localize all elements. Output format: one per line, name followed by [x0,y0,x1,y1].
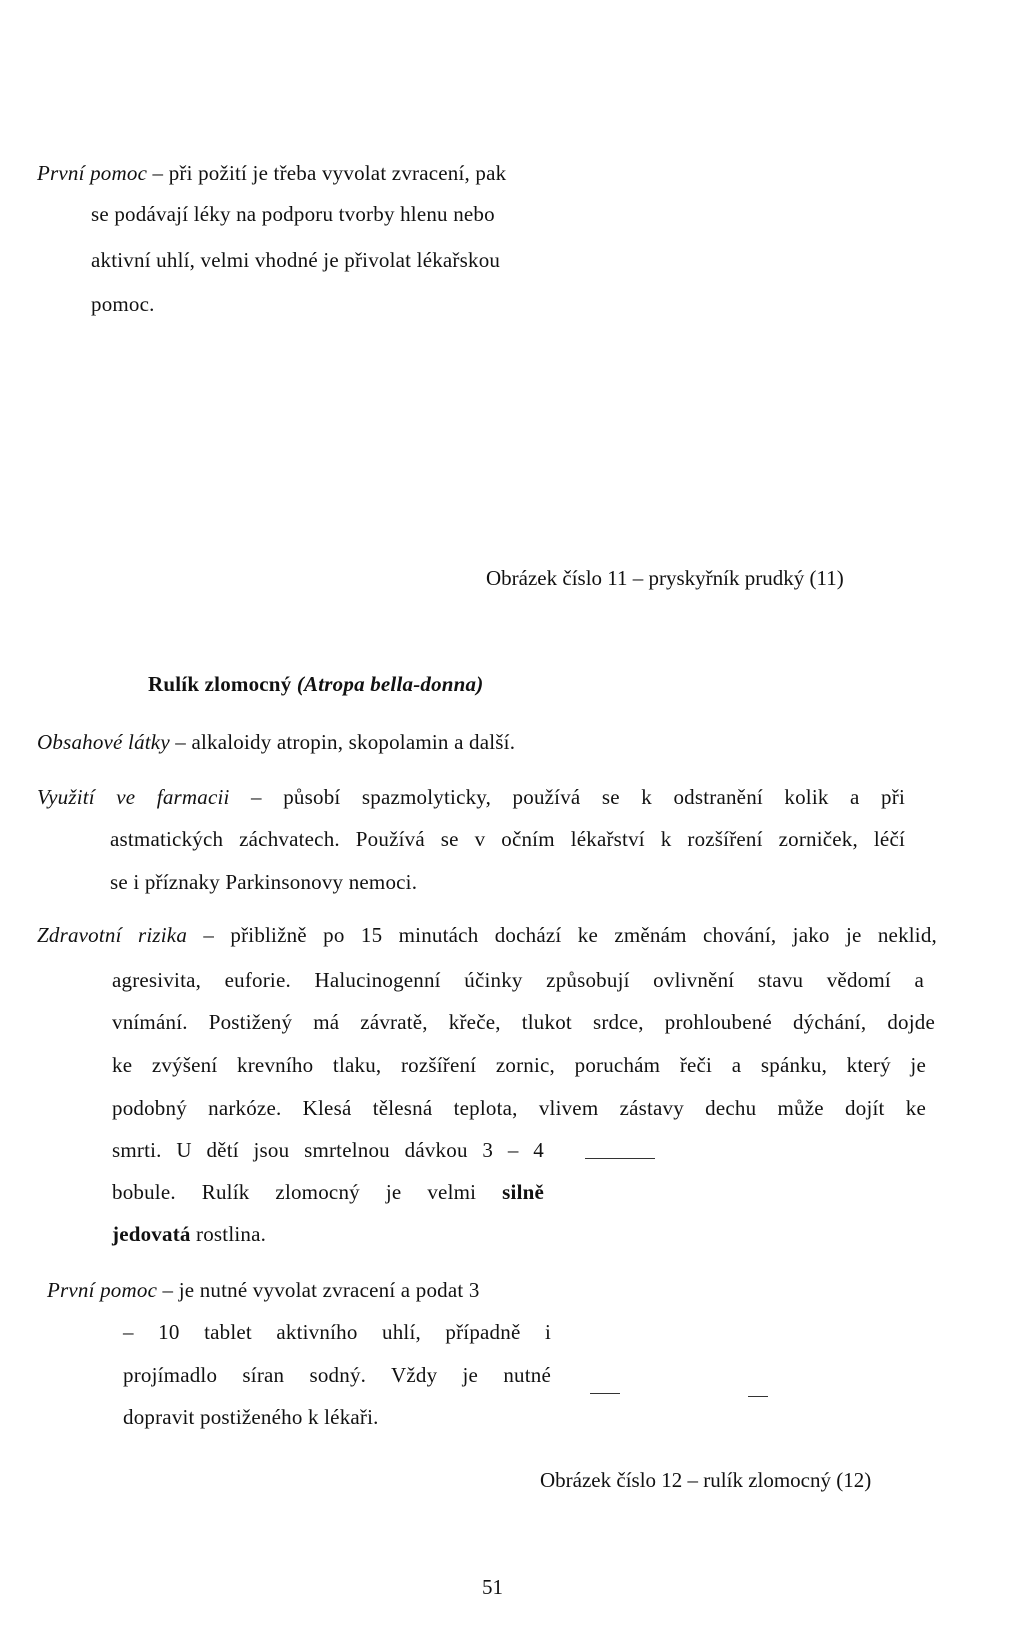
intro-first-aid-line-1 [37,160,506,186]
risk-line-4: ke zvýšení krevního tlaku, rozšíření zornic, poruchám řeči a spánku, který je [112,1053,926,1077]
aid-line-1 [47,1277,480,1303]
aid-line-2: – 10 tablet aktivního uhlí, případně i [123,1320,551,1344]
aid-line-4: dopravit postiženého k lékaři. [123,1405,379,1429]
risk-label: Zdravotní rizika [37,923,188,947]
risk-line-5: podobný narkóze. Klesá tělesná teplota, vlivem zástavy dechu může dojít ke [112,1096,926,1120]
heading-latin: (Atropa bella-donna) [296,672,484,696]
aid-text-1: – je nutné vyvolat zvracení a podat 3 [157,1278,480,1302]
risk-text-7: bobule. Rulík zlomocný je velmi [112,1180,503,1204]
risk-line-7 [112,1179,544,1205]
intro-first-aid-line-3: aktivní uhlí, velmi vhodné je přivolat lékařskou [91,248,501,272]
risk-line-1 [37,922,937,948]
risk-emphasis-poisonous: jedovatá [112,1222,191,1246]
first-aid-label: První pomoc [37,161,148,185]
aid-line-3: projímadlo síran sodný. Vždy je nutné [123,1363,551,1387]
use-line-2: astmatických záchvatech. Používá se v očním lékařství k rozšíření zorniček, léčí [110,827,905,851]
contents-text: – alkaloidy atropin, skopolamin a další. [169,730,516,754]
figure-12-caption: Obrázek číslo 12 – rulík zlomocný (12) [540,1468,872,1492]
risk-text-8: rostlina. [190,1222,267,1246]
risk-text-1: – přibližně po 15 minutách dochází ke změnám chování, jako je neklid, [187,923,937,947]
aid-label: První pomoc [47,1278,158,1302]
intro-first-aid-line-4: pomoc. [91,292,155,316]
page-number: 51 [482,1575,503,1599]
figure-frame-mark-left [590,1393,620,1394]
figure-11-caption: Obrázek číslo 11 – pryskyřník prudký (11) [486,566,844,590]
use-label: Využití ve farmacii [37,785,230,809]
use-line-3: se i příznaky Parkinsonovy nemoci. [110,870,418,894]
intro-first-aid-line-2: se podávají léky na podporu tvorby hlenu nebo [91,202,495,226]
risk-emphasis-strongly: silně [502,1180,544,1204]
figure-frame-mark [585,1158,655,1159]
risk-line-2: agresivita, euforie. Halucinogenní účinky způsobují ovlivnění stavu vědomí a [112,968,924,992]
intro-text-1: – při požití je třeba vyvolat zvracení, pak [147,161,507,185]
risk-line-6: smrti. U dětí jsou smrtelnou dávkou 3 – 4 [112,1138,544,1162]
contents-label: Obsahové látky [37,730,170,754]
heading-name: Rulík zlomocný [148,672,292,696]
use-line-1 [37,784,905,810]
risk-line-3: vnímání. Postižený má závratě, křeče, tlukot srdce, prohloubené dýchání, dojde [112,1010,935,1034]
use-text-1: – působí spazmolyticky, používá se k odstranění kolik a při [251,785,905,809]
risk-line-8 [112,1221,266,1247]
contents-line [37,729,515,755]
figure-frame-mark-right [748,1396,768,1397]
section-heading [148,671,483,697]
